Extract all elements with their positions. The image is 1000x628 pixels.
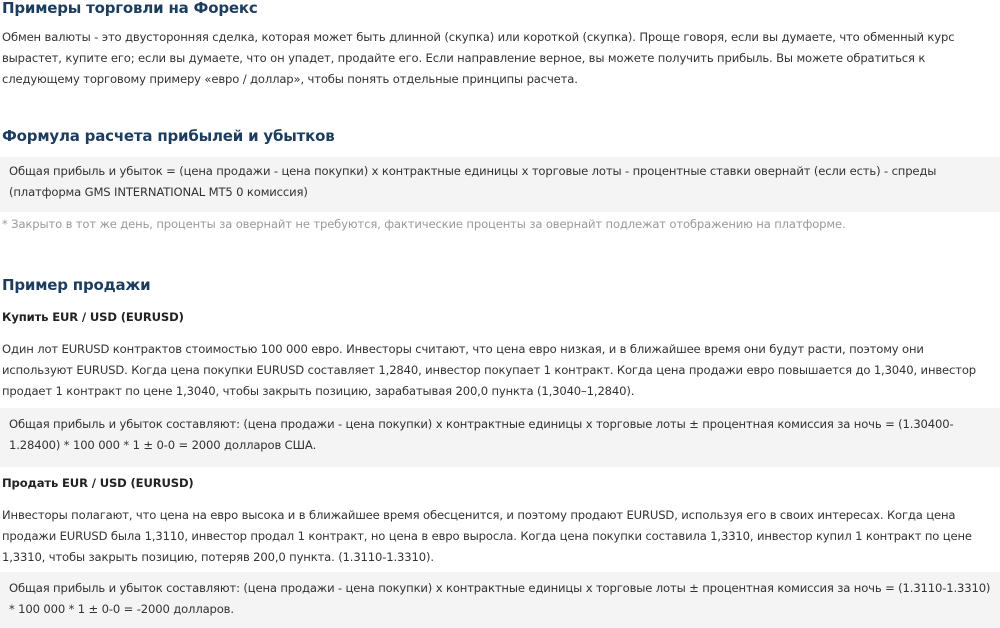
section-title-sale-example: Пример продажи xyxy=(2,276,151,294)
sell-example-paragraph: Инвесторы полагают, что цена на евро высока и в ближайшее время обесценится, и поэтому продают EURUSD, используя его в своих интересах. Когда цена продажи EURUSD была 1,3110, инвестор продал 1 контракт, но цена в евро выросла. Когда цена покупки составила 1,3310, инвестор купил 1 контракт по цене 1,3310, чтобы закрыть позицию, потеряв 200,0 пункта. (1.3110-1.3310). xyxy=(2,508,972,564)
section-title-forex-examples: Примеры торговли на Форекс xyxy=(2,0,258,17)
formula-box: Общая прибыль и убыток = (цена продажи - цена покупки) x контрактные единицы x торговые лоты - процентные ставки овернайт (если есть) - спреды (платформа GMS INTERNATIONAL MT5 0 комиссия) xyxy=(0,157,1000,212)
buy-result-box: Общая прибыль и убыток составляют: (цена продажи - цена покупки) x контрактные единицы x торговые лоты ± процентная комиссия за ночь = (1.30400-1.28400) * 100 000 * 1 ± 0-0 = 2000 долларов США. xyxy=(0,408,1000,467)
sell-example-heading: Продать EUR / USD (EURUSD) xyxy=(2,476,194,490)
buy-example-heading: Купить EUR / USD (EURUSD) xyxy=(2,310,184,324)
intro-paragraph: Обмен валюты - это двусторонняя сделка, которая может быть длинной (скупка) или короткой (скупка). Проще говоря, если вы думаете, что обменный курс вырастет, купите его; если вы думаете, что он упадет, продайте его. Если направление верное, вы можете получить прибыль. Вы можете обратиться к следующему торговому примеру «евро / доллар», чтобы понять отдельные принципы расчета. xyxy=(2,30,955,86)
buy-example-paragraph: Один лот EURUSD контрактов стоимостью 100 000 евро. Инвесторы считают, что цена евро низкая, и в ближайшее время они будут расти, поэтому они используют EURUSD. Когда цена покупки EURUSD составляет 1,2840, инвестор покупает 1 контракт. Когда цена продажи евро повышается до 1,3040, инвестор продает 1 контракт по цене 1,3040, чтобы закрыть позицию, зарабатывая 200,0 пункта (1,3040–1,2840). xyxy=(2,342,977,398)
overnight-note: * Закрыто в тот же день, проценты за овернайт не требуются, фактические проценты за овернайт подлежат отображению на платформе. xyxy=(2,217,846,231)
sell-result-box: Общая прибыль и убыток составляют: (цена продажи - цена покупки) x контрактные единицы x торговые лоты ± процентная комиссия за ночь = (1.3110-1.3310) * 100 000 * 1 ± 0-0 = -2000 долларов. xyxy=(0,572,1000,628)
section-title-pnl-formula: Формула расчета прибылей и убытков xyxy=(2,127,335,145)
